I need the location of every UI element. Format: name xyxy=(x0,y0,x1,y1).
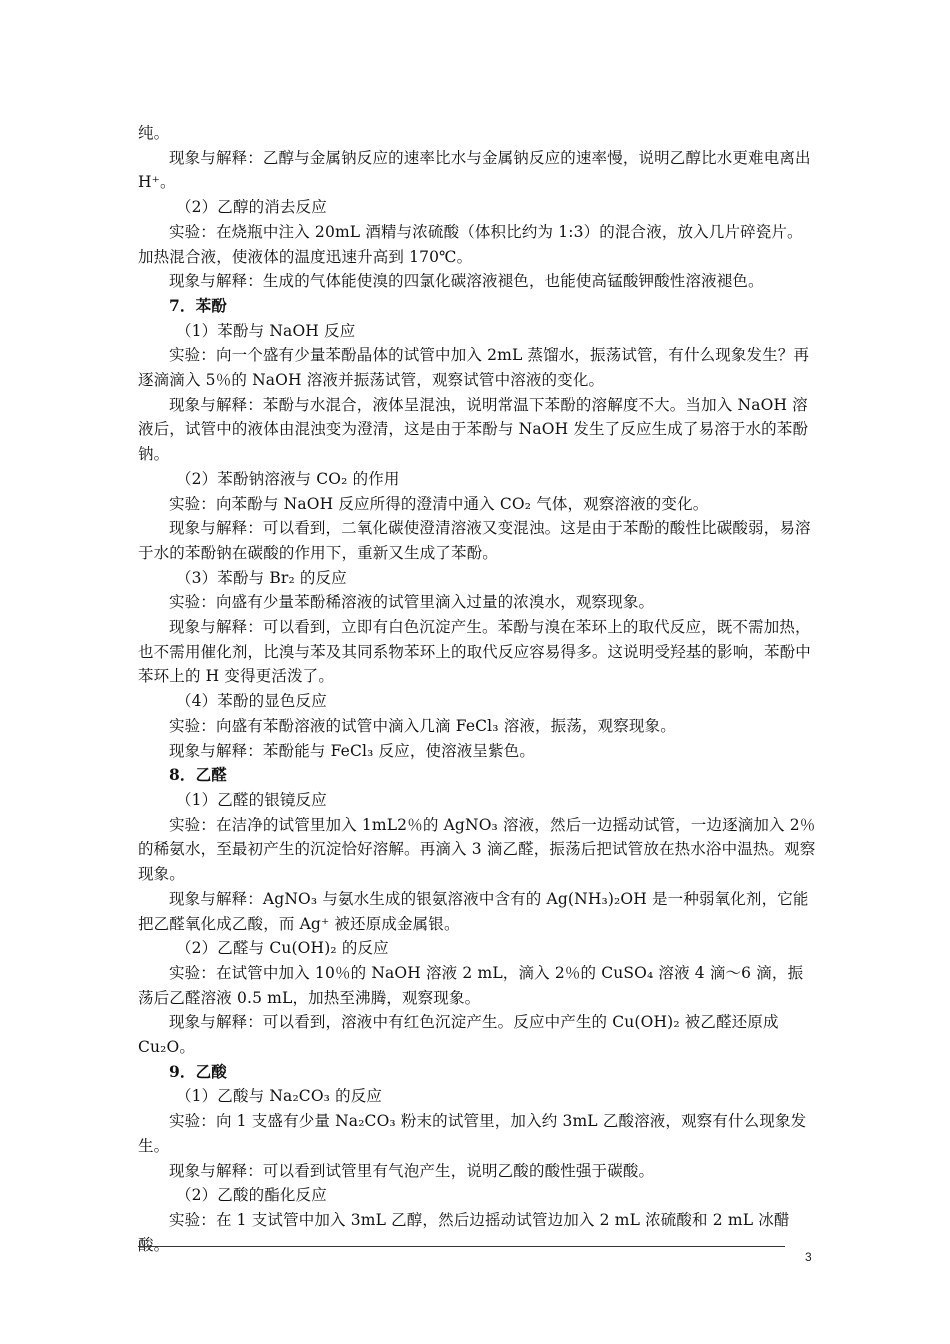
section-heading: 8．乙醛 xyxy=(169,765,227,785)
paragraph: 实验：向苯酚与 NaOH 反应所得的澄清中通入 CO₂ 气体，观察溶液的变化。 xyxy=(169,494,709,513)
paragraph: 实验：在试管中加入 10％的 NaOH 溶液 2 mL，滴入 2％的 CuSO₄ 溶液 4 滴～6 滴，振荡后乙醛溶液 0.5 mL，加热至沸腾，观察现象。 xyxy=(138,963,804,1007)
paragraph: 现象与解释：可以看到，溶液中有红色沉淀产生。反应中产生的 Cu(OH)₂ 被乙醛还原成 Cu₂O。 xyxy=(138,1013,779,1057)
subheading: （1）乙酸与 Na₂CO₃ 的反应 xyxy=(176,1087,383,1106)
paragraph: 实验：在烧瓶中注入 20mL 酒精与浓硫酸（体积比约为 1:3）的混合液，放入几片碎瓷片。加热混合液，使液体的温度迅速升高到 170℃。 xyxy=(138,222,803,266)
section-heading: 9．乙酸 xyxy=(169,1061,227,1081)
paragraph: 实验：向 1 支盛有少量 Na₂CO₃ 粉末的试管里，加入约 3mL 乙酸溶液，观察有什么现象发生。 xyxy=(138,1112,807,1155)
paragraph: 实验：在 1 支试管中加入 3mL 乙醇，然后边摇动试管边加入 2 mL 浓硫酸和 2 mL 冰醋酸。 xyxy=(138,1210,790,1254)
paragraph: 实验：向盛有苯酚溶液的试管中滴入几滴 FeCl₃ 溶液，振荡，观察现象。 xyxy=(169,716,676,735)
paragraph: 现象与解释：AgNO₃ 与氨水生成的银氨溶液中含有的 Ag(NH₃)₂OH 是一种弱氧化剂，它能把乙醛氧化成乙酸，而 Ag⁺ 被还原成金属银。 xyxy=(138,889,809,933)
paragraph: 现象与解释：苯酚能与 FeCl₃ 反应，使溶液呈紫色。 xyxy=(169,741,536,760)
subheading: （2）乙酸的酯化反应 xyxy=(176,1186,327,1205)
subheading: （2）苯酚钠溶液与 CO₂ 的作用 xyxy=(176,469,400,488)
paragraph: 现象与解释：生成的气体能使溴的四氯化碳溶液褪色，也能使高锰酸钾酸性溶液褪色。 xyxy=(169,272,764,291)
paragraph: 纯。 xyxy=(138,124,170,142)
subheading: （4）苯酚的显色反应 xyxy=(176,692,327,711)
footer-divider xyxy=(138,1246,785,1247)
paragraph: 实验：向盛有少量苯酚稀溶液的试管里滴入过量的浓溴水，观察现象。 xyxy=(169,593,655,612)
subheading: （3）苯酚与 Br₂ 的反应 xyxy=(176,568,347,587)
subheading: （2）乙醛与 Cu(OH)₂ 的反应 xyxy=(176,939,389,958)
paragraph: 现象与解释：乙醇与金属钠反应的速率比水与金属钠反应的速率慢，说明乙醇比水更难电离出 H⁺。 xyxy=(138,148,811,192)
section-heading: 7．苯酚 xyxy=(169,295,227,315)
paragraph: 实验：向一个盛有少量苯酚晶体的试管中加入 2mL 蒸馏水，振荡试管，有什么现象发生？再逐滴滴入 5％的 NaOH 溶液并振荡试管，观察试管中溶液的变化。 xyxy=(138,346,810,390)
paragraph: 实验：在洁净的试管里加入 1mL2％的 AgNO₃ 溶液，然后一边摇动试管，一边逐滴加入 2％的稀氨水，至最初产生的沉淀恰好溶解。再滴入 3 滴乙醛，振荡后把试管放在热水浴中温热。观察现象。 xyxy=(138,815,816,884)
paragraph: 现象与解释：可以看到，二氧化碳使澄清溶液又变混浊。这是由于苯酚的酸性比碳酸弱，易溶于水的苯酚钠在碳酸的作用下，重新又生成了苯酚。 xyxy=(138,519,811,562)
body-text xyxy=(138,121,818,1257)
paragraph: 现象与解释：可以看到，立即有白色沉淀产生。苯酚与溴在苯环上的取代反应，既不需加热，也不需用催化剂，比溴与苯及其同系物苯环上的取代反应容易得多。这说明受羟基的影响，苯酚中苯环上的 H 变得更活泼了。 xyxy=(138,618,811,686)
subheading: （1）苯酚与 NaOH 反应 xyxy=(176,321,356,340)
subheading: （2）乙醇的消去反应 xyxy=(176,198,327,217)
page-number: 3 xyxy=(805,1250,812,1264)
paragraph: 现象与解释：可以看到试管里有气泡产生，说明乙酸的酸性强于碳酸。 xyxy=(169,1161,655,1180)
paragraph: 现象与解释：苯酚与水混合，液体呈混浊，说明常温下苯酚的溶解度不大。当加入 NaOH 溶液后，试管中的液体由混浊变为澄清，这是由于苯酚与 NaOH 发生了反应生成了易溶于水的苯酚钠。 xyxy=(138,395,809,464)
subheading: （1）乙醛的银镜反应 xyxy=(176,790,327,809)
